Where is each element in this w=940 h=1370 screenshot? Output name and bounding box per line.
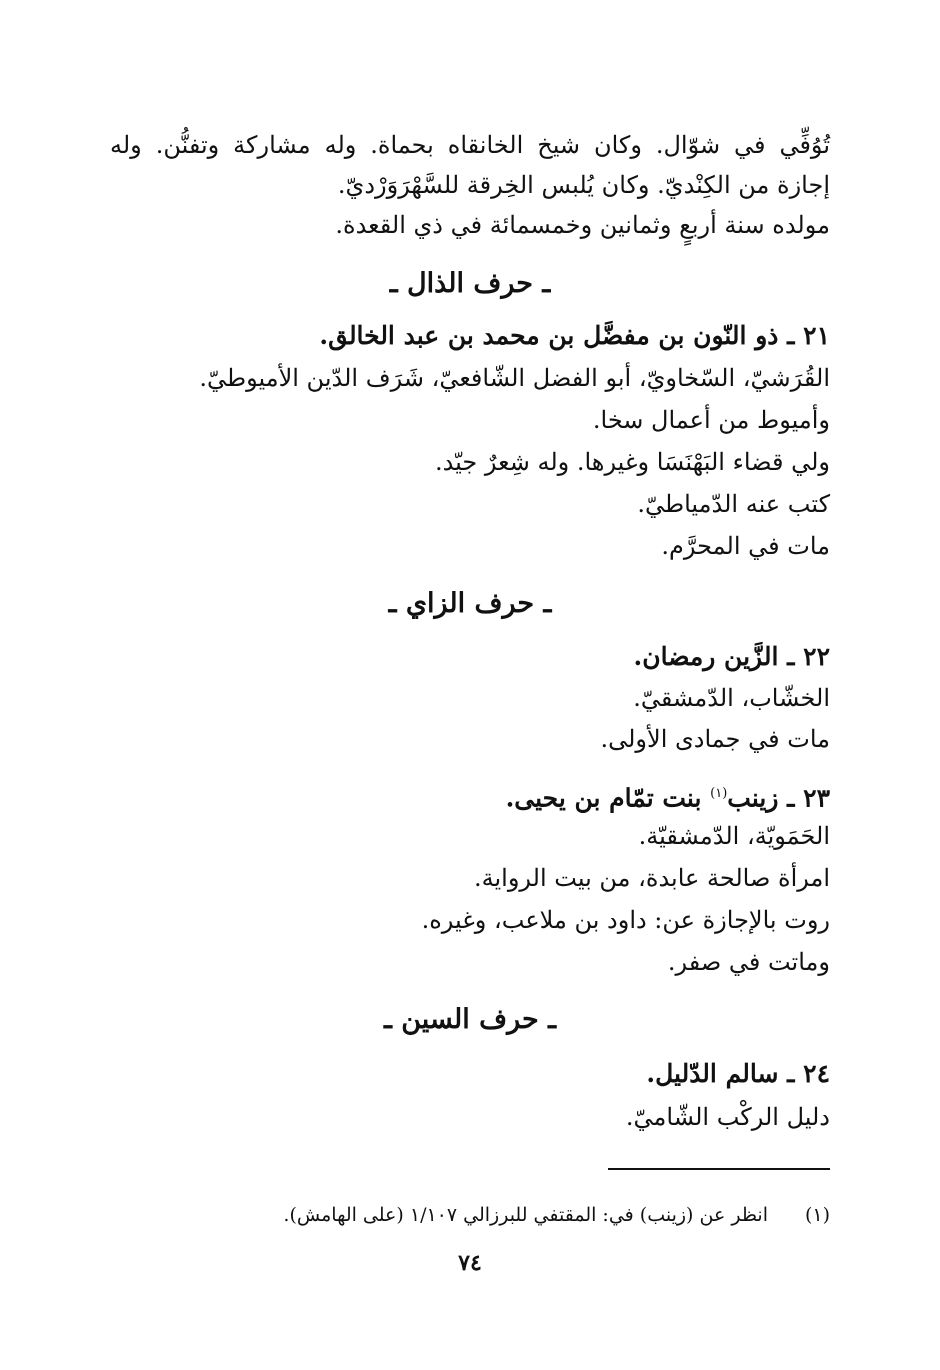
intro-line-2: إجازة من الكِنْديّ. وكان يُلبس الخِرقة للسَّهْرَوَرْديّ. [337, 171, 830, 199]
entry-21-line-3: ولي قضاء البَهْنَسَا وغيرها. وله شِعرٌ جيّد. [434, 448, 830, 476]
entry-24-line-1: دليل الركْب الشّاميّ. [625, 1103, 830, 1131]
entry-title-24: ٢٤ ـ سالم الدّليل. [646, 1059, 830, 1088]
footnote-1 [110, 1200, 830, 1230]
entry-21-line-4: كتب عنه الدّمياطيّ. [637, 490, 830, 518]
entry-22-line-1: الخشّاب، الدّمشقيّ. [633, 684, 830, 712]
entry-22-line-2: مات في جمادى الأولى. [600, 725, 830, 753]
section-heading-dhal: ـ حرف الذال ـ [389, 268, 551, 299]
footnote-reference-1: (١) [710, 786, 728, 801]
entry-21-line-2: وأميوط من أعمال سخا. [592, 406, 830, 434]
entry-23-line-2: امرأة صالحة عابدة، من بيت الرواية. [473, 864, 830, 892]
entry-23-title-suffix: بنت تمّام بن يحيى. [505, 783, 711, 813]
footnote-separator [608, 1168, 830, 1170]
entry-23-line-4: وماتت في صفر. [667, 948, 830, 976]
section-heading-sin: ـ حرف السين ـ [383, 1004, 557, 1035]
entry-23-line-3: روت بالإجازة عن: داود بن ملاعب، وغيره. [421, 906, 830, 934]
intro-line-1: تُوُفِّي في شوّال. وكان شيخ الخانقاه بحماة. وله مشاركة وتفنُّن. وله [110, 131, 830, 159]
section-heading-zay: ـ حرف الزاي ـ [388, 588, 552, 619]
entry-title-23 [110, 774, 830, 814]
entry-title-22: ٢٢ ـ الزَّين رمضان. [633, 642, 830, 671]
intro-line-3: مولده سنة أربعٍ وثمانين وخمسمائة في ذي القعدة. [335, 211, 830, 239]
footnote-marker: (١) [804, 1204, 830, 1226]
footnote-text: انظر عن (زينب) في: المقتفي للبرزالي ١/١٠٧ (على الهامش). [283, 1204, 768, 1226]
entry-23-line-1: الحَمَويّة، الدّمشقيّة. [638, 822, 830, 850]
entry-title-21: ٢١ ـ ذو النّون بن مفضَّل بن محمد بن عبد الخالق. [319, 321, 830, 350]
entry-23-title-prefix: ٢٣ ـ زينب [727, 783, 830, 813]
page-number: ٧٤ [458, 1250, 482, 1276]
entry-21-line-5: مات في المحرَّم. [661, 532, 830, 560]
entry-21-line-1: القُرَشيّ، السّخاويّ، أبو الفضل الشّافعيّ، شَرَف الدّين الأميوطيّ. [199, 364, 830, 392]
